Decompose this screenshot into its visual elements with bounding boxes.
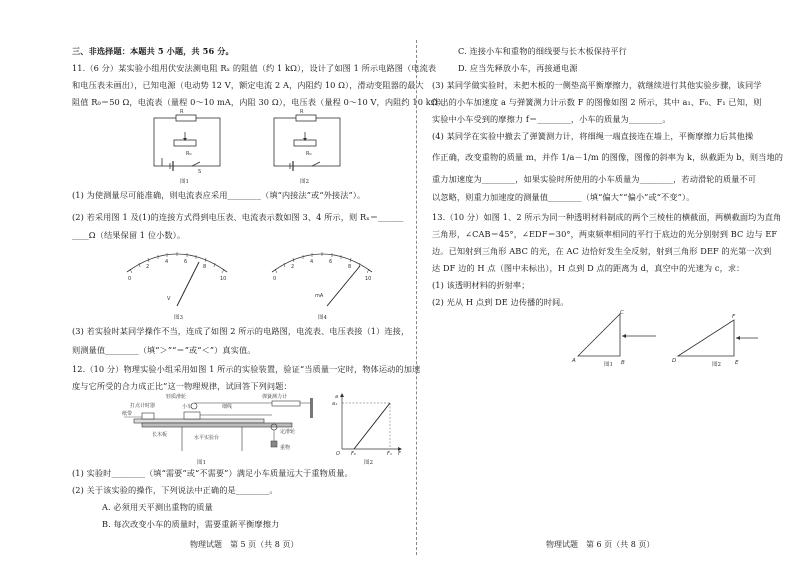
label-fixed-pulley: 定滑轮: [280, 429, 296, 435]
dial-fig3-label: 图3: [174, 315, 183, 321]
q11-line-2: 和电压表未画出），已知电源（电动势 12 V，额定电流 2 A，内阻约 10 Ω），滑动变阻器的最大: [72, 80, 424, 90]
q11-sub1: (1) 为使测量尽可能准确，则电流表应采用________（填“内接法”或“外接法”）。: [72, 190, 366, 200]
label-string: 细线: [222, 404, 233, 410]
q12-sub3-line1: (3) 某同学做实验时，未把木板的一侧垫高平衡摩擦力，就继续进行其他实验步骤，该同学: [432, 80, 762, 90]
svg-text:R: R: [180, 109, 184, 115]
right-page-footer: 物理试题 第 6 页（共 8 页）: [546, 540, 655, 549]
q13-line-2: 三角形，∠CAB＝45°，∠EDF＝30°，两束频率相同的平行于底边的光分别射到 BC 边与 EF: [432, 229, 778, 239]
triangle-fig2-label: 图2: [712, 362, 721, 368]
svg-text:R₀: R₀: [306, 151, 312, 157]
dial4-tick-6: 6: [329, 259, 333, 265]
q12-sub4-line1: (4) 某同学在实验中撤去了弹簧测力计，将细绳一端直接连在墙上，平衡摩擦力后其他操: [432, 131, 754, 141]
label-timer: 打点计时器: [130, 403, 156, 409]
q13-line-1: 13.（10 分）如图 1、2 所示为同一种透明材料制成的两个三棱柱的横截面，两横截面均为直角: [432, 212, 782, 222]
vertex-a: A: [572, 358, 576, 364]
dial3-tick-10: 10: [220, 276, 227, 282]
q13-sub1: (1) 该透明材料的折射率；: [432, 280, 530, 290]
label-spring-scale: 弹簧测力计: [262, 394, 288, 400]
graph-x-axis-label: F: [398, 451, 401, 457]
dial3-tick-6: 6: [184, 259, 188, 265]
column-divider: [416, 40, 417, 555]
vertex-e: E: [735, 360, 739, 366]
q11-line-3: 阻值 R₀＝50 Ω，电流表（量程 0～10 mA，内阻 30 Ω），电压表（量程 0～10 V，内阻约 10 kΩ）。: [72, 97, 451, 107]
apparatus-fig1-label: 图1: [197, 460, 206, 466]
dial4-tick-4: 4: [310, 259, 314, 265]
label-cart: 小车: [182, 404, 193, 410]
label-tape: 纸带: [122, 411, 133, 417]
voltmeter-unit: V: [167, 296, 171, 302]
q12-option-b: B. 每次改变小车的质量时，需要重新平衡摩擦力: [102, 519, 280, 529]
left-column: [72, 0, 451, 579]
dial4-tick-0: 0: [273, 276, 277, 282]
label-pulley: 轻质滑轮: [166, 394, 187, 400]
q11-line-1: 11.（6 分）某实验小组用伏安法测电阻 Rₓ 的阻值（约 1 kΩ），设计了如图 1 所示电路图（电流表: [72, 63, 437, 73]
graph-a1-label: a₁: [332, 401, 338, 407]
left-page-footer: 物理试题 第 5 页（共 8 页）: [190, 540, 299, 549]
graph-fig2-label: 图2: [364, 460, 373, 466]
vertex-c: C: [620, 310, 624, 316]
q13-sub2: (2) 光从 H 点到 DE 边传播的时间。: [432, 297, 569, 307]
dial4-tick-8: 8: [348, 264, 352, 270]
q11-sub2-line1: (2) 若采用图 1 及(1)的连接方式得到电压表、电流表示数如图 3、4 所示，则 Rₓ＝______: [72, 212, 404, 222]
svg-text:S: S: [198, 169, 202, 175]
voltmeter-dial-figure-3: [122, 240, 232, 310]
q12-option-d: D. 应当先释放小车，再接通电源: [458, 63, 578, 73]
svg-text:R: R: [300, 109, 304, 115]
triangle-abc-figure: [572, 310, 662, 370]
dial4-tick-2: 2: [291, 264, 295, 270]
vertex-f: F: [732, 314, 736, 320]
graph-f0-label: F₀: [351, 451, 356, 457]
svg-text:R₀: R₀: [186, 151, 192, 157]
q11-sub3-line2: 则测量值________（填“＞”“＝”或“＜”）真实值。: [72, 345, 256, 355]
q12-option-c: C. 连接小车和重物的细线要与长木板保持平行: [458, 46, 627, 56]
q12-sub3-line2: 作出的小车加速度 a 与弹簧测力计示数 F 的图像如图 2 所示，其中 a₁、F₀、F₁ 已知，则: [432, 97, 762, 107]
q12-sub4-line2: 作正确，改变重物的质量 m，并作 1/a－1/m 的图像，图像的斜率为 k，纵截距为 b，则当地的: [432, 152, 784, 162]
q12-option-a: A. 必须用天平测出重物的质量: [102, 502, 213, 512]
dial3-tick-2: 2: [146, 264, 150, 270]
dial4-tick-10: 10: [365, 276, 372, 282]
q12-sub1: (1) 实验时________（填“需要”或“不需要”）满足小车质量远大于重物质量。: [72, 468, 353, 478]
dial3-tick-0: 0: [128, 276, 132, 282]
q11-sub2-line2: ____Ω（结果保留 1 位小数）。: [72, 230, 186, 240]
graph-origin-label: O: [336, 451, 340, 457]
circuit-figure-1: [150, 110, 224, 174]
q12-line-2: 度与它所受的合力成正比”这一物理规律，试回答下列问题：: [72, 381, 292, 391]
circuit-figure-2: [270, 110, 344, 174]
vertex-d: D: [672, 358, 677, 364]
q12-line-1: 12.（10 分）物理实验小组采用如图 1 所示的实验装置，验证“当质量一定时，物体运动的加速: [72, 364, 421, 374]
graph-f1-label: F₁: [387, 451, 392, 457]
dial3-tick-4: 4: [165, 259, 169, 265]
right-column: [432, 0, 784, 579]
q12-sub4-line4: 以忽略，则重力加速度的测量值________（填“偏大”“偏小”或“不变”）。: [432, 192, 695, 202]
label-weight: 重物: [280, 445, 291, 451]
label-board: 长木板: [152, 432, 168, 438]
circuit-fig1-label: 图1: [180, 179, 189, 185]
label-table: 水平实验台: [194, 435, 220, 441]
a-f-graph-figure-2: [332, 393, 402, 455]
q12-sub3-line3: 实验中小车受到的摩擦力 f＝________，小车的质量为________。: [432, 114, 671, 124]
q13-line-4: 达 DF 边的 H 点（图中未标出），H 点到 D 点的距离为 d，真空中的光速为 c，求：: [432, 263, 745, 273]
graph-y-axis-label: a: [335, 394, 339, 400]
q13-line-3: 边。已知射到三角形 ABC 的光，在 AC 边恰好发生全反射，射到三角形 DEF 的光第一次到: [432, 246, 772, 256]
q12-sub4-line3: 重力加速度为________，如果实验时所使用的小车质量为________，若动滑轮的质量不可: [432, 174, 757, 184]
q11-sub3-line1: (3) 若实验时某同学操作不当，连成了如图 2 所示的电路图，电流表、电压表接（1）连接，: [72, 326, 410, 336]
ammeter-unit: mA: [315, 293, 324, 299]
ammeter-dial-figure-4: [267, 240, 377, 310]
q12-sub2: (2) 关于该实验的操作，下列说法中正确的是________。: [72, 485, 278, 495]
dial3-tick-8: 8: [203, 264, 207, 270]
apparatus-figure: [122, 393, 332, 455]
section-title: 三、非选择题：本题共 5 小题，共 56 分。: [72, 46, 234, 56]
dial-fig4-label: 图4: [318, 315, 327, 321]
triangle-fig1-label: 图1: [604, 362, 613, 368]
vertex-b: B: [621, 360, 625, 366]
circuit-fig2-label: 图2: [300, 179, 309, 185]
